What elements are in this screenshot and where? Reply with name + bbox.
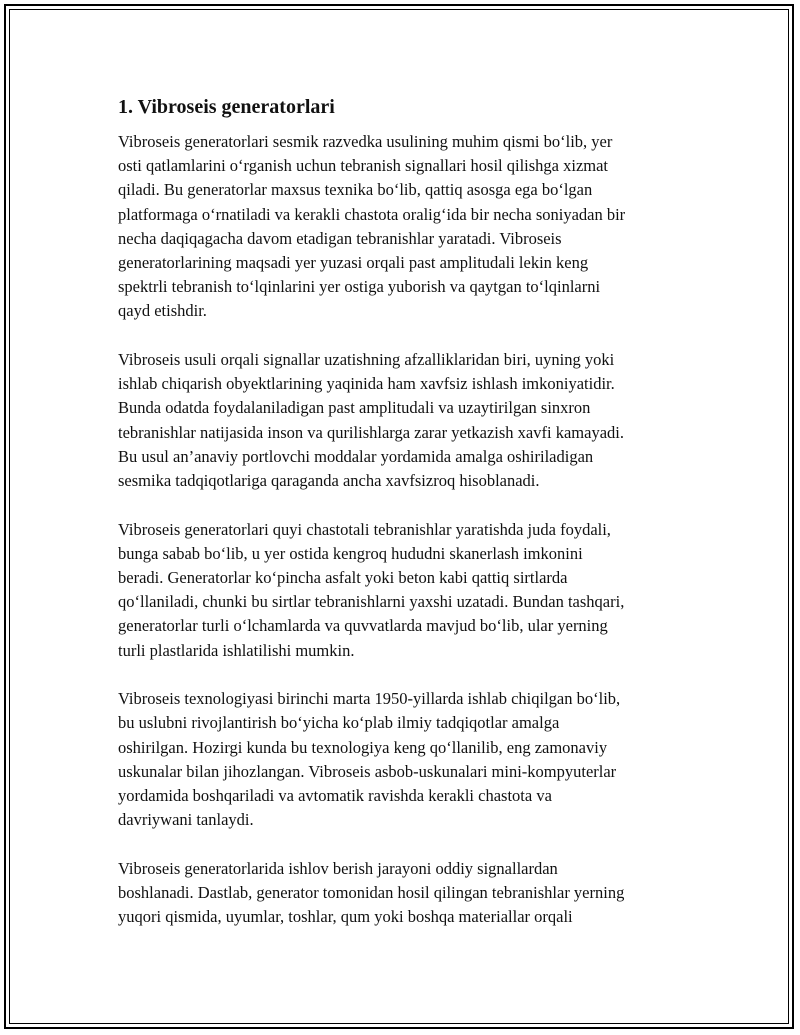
paragraph-line: Bu usul an’anaviy portlovchi moddalar yordamida amalga oshiriladigan — [118, 446, 594, 466]
paragraph-line: generatorlarining maqsadi yer yuzasi orqali past amplitudali lekin keng — [118, 253, 589, 273]
paragraph-line: davriywani tanlaydi. — [118, 810, 254, 830]
paragraph-line: oshirilgan. Hozirgi kunda bu texnologiya keng qo‘llanilib, eng zamonaviy — [118, 737, 608, 757]
paragraph-4 — [118, 687, 698, 832]
paragraph-line: spektrli tebranish to‘lqinlarini yer ostiga yuborish va qaytgan to‘lqinlarni — [118, 277, 601, 297]
paragraph-line: beradi. Generatorlar ko‘pincha asfalt yoki beton kabi qattiq sirtlarda — [118, 568, 568, 588]
paragraph-line: bu uslubni rivojlantirish bo‘yicha ko‘plab ilmiy tadqiqotlar amalga — [118, 713, 560, 733]
paragraph-line: boshlanadi. Dastlab, generator tomonidan hosil qilingan tebranishlar yerning — [118, 883, 625, 903]
paragraph-line: qiladi. Bu generatorlar maxsus texnika bo‘lib, qattiq asosga ega bo‘lgan — [118, 180, 593, 200]
paragraph-line: uskunalar bilan jihozlangan. Vibroseis asbob-uskunalari mini-kompyuterlar — [118, 761, 617, 781]
paragraph-line: Vibroseis generatorlarida ishlov berish jarayoni oddiy signallardan — [118, 858, 558, 878]
document-body — [118, 94, 698, 954]
paragraph-line: osti qatlamlarini o‘rganish uchun tebranish signallari hosil qilishga xizmat — [118, 156, 609, 176]
paragraph-line: turli plastlarida ishlatilishi mumkin. — [118, 640, 355, 660]
paragraph-line: necha daqiqagacha davom etadigan tebranishlar yaratadi. Vibroseis — [118, 228, 562, 248]
paragraph-line: yuqori qismida, uyumlar, toshlar, qum yoki boshqa materiallar orqali — [118, 907, 573, 927]
paragraph-line: Vibroseis usuli orqali signallar uzatishning afzalliklaridan biri, uyning yoki — [118, 350, 615, 370]
paragraph-line: Bunda odatda foydalaniladigan past amplitudali va uzaytirilgan sinxron — [118, 398, 591, 418]
paragraph-3 — [118, 518, 698, 663]
paragraph-line: ishlab chiqarish obyektlarining yaqinida ham xavfsiz ishlash imkoniyatidir. — [118, 374, 615, 394]
paragraph-line: generatorlar turli o‘lchamlarda va quvvatlarda mavjud bo‘lib, ular yerning — [118, 616, 608, 636]
paragraph-line: Vibroseis generatorlari quyi chastotali tebranishlar yaratishda juda foydali, — [118, 519, 611, 539]
paragraph-2 — [118, 348, 698, 493]
section-heading: 1. Vibroseis generatorlari — [118, 96, 335, 118]
paragraph-1 — [118, 130, 698, 324]
paragraph-line: sesmika tadqiqotlariga qaraganda ancha xavfsizroq hisoblanadi. — [118, 471, 540, 491]
paragraph-5 — [118, 857, 698, 930]
paragraph-line: tebranishlar natijasida inson va qurilishlarga zarar yetkazish xavfi kamayadi. — [118, 422, 624, 442]
paragraph-line: Vibroseis generatorlari sesmik razvedka usulining muhim qismi bo‘lib, yer — [118, 132, 613, 151]
paragraph-line: platformaga o‘rnatiladi va kerakli chastota oralig‘ida bir necha soniyadan bir — [118, 204, 626, 224]
paragraph-line: qayd etishdir. — [118, 301, 207, 321]
paragraph-line: yordamida boshqariladi va avtomatik ravishda kerakli chastota va — [118, 786, 552, 806]
paragraph-line: qo‘llaniladi, chunki bu sirtlar tebranishlarni yaxshi uzatadi. Bundan tashqari, — [118, 592, 625, 612]
paragraph-line: bunga sabab bo‘lib, u yer ostida kengroq hududni skanerlash imkonini — [118, 543, 583, 563]
paragraph-line: Vibroseis texnologiyasi birinchi marta 1950-yillarda ishlab chiqilgan bo‘lib, — [118, 689, 621, 709]
